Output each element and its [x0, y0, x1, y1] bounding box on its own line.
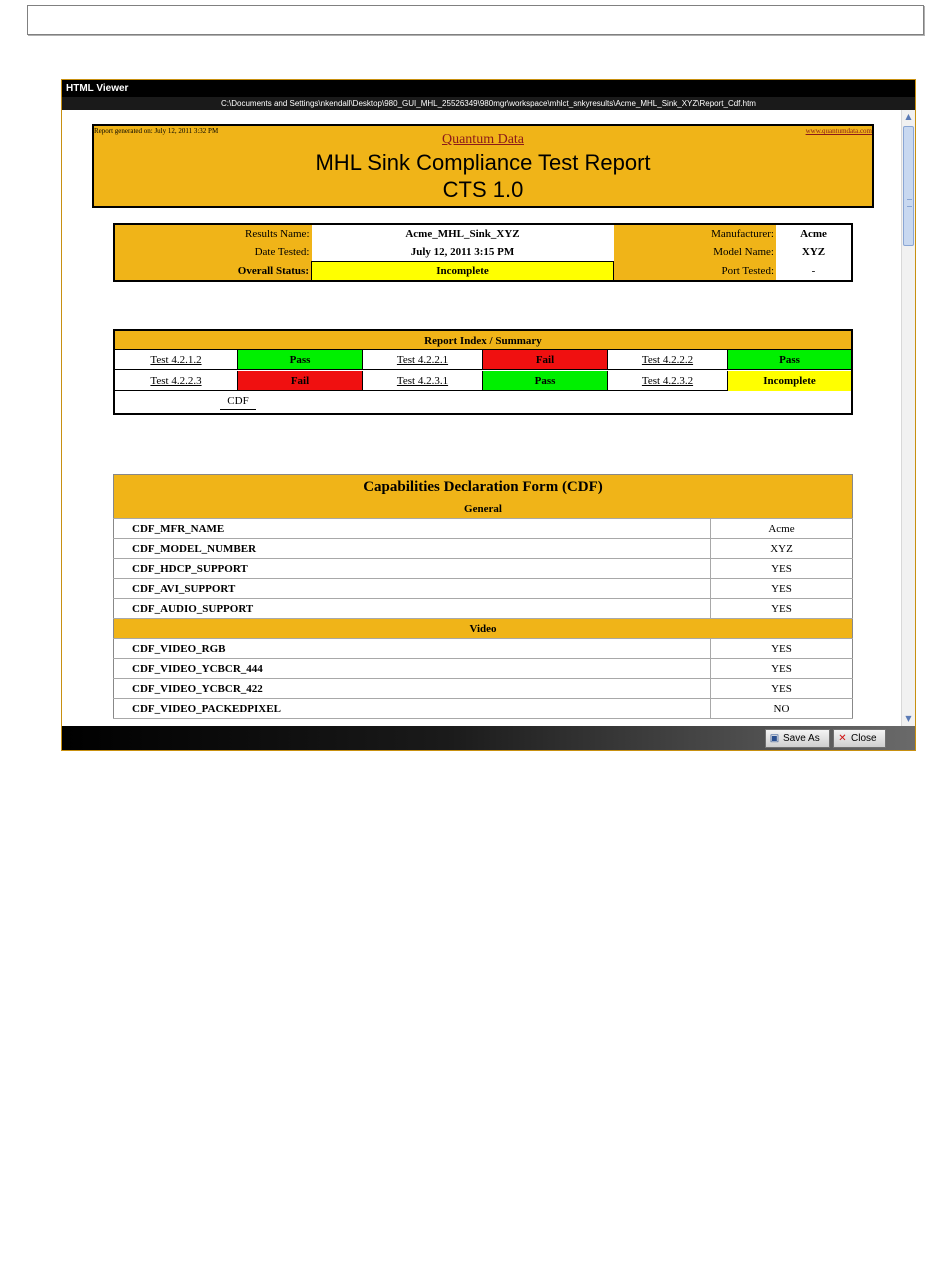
report-header [92, 124, 874, 208]
test-link[interactable]: Test 4.2.2.2 [608, 350, 728, 370]
report-content [63, 110, 901, 726]
results-name-value: Acme_MHL_Sink_XYZ [405, 228, 520, 240]
cdf-field-value: YES [711, 679, 853, 699]
cdf-field-name: CDF_VIDEO_YCBCR_444 [114, 659, 711, 679]
table-row [114, 639, 853, 659]
table-row [114, 679, 853, 699]
manufacturer-label: Manufacturer: [614, 224, 777, 243]
port-tested-label: Port Tested: [614, 262, 777, 282]
floppy-disk-icon: ▣ [769, 733, 780, 744]
report-title: MHL Sink Compliance Test Report [315, 150, 651, 175]
test-result-pass: Pass [728, 350, 851, 370]
brand-link[interactable]: Quantum Data [441, 132, 525, 147]
cdf-field-value: XYZ [711, 539, 853, 559]
scroll-down-icon[interactable]: ▼ [905, 714, 912, 723]
html-viewer-window [61, 79, 916, 751]
cdf-field-name: CDF_MODEL_NUMBER [114, 539, 711, 559]
table-row [114, 519, 853, 539]
test-link[interactable]: Test 4.2.2.3 [115, 371, 238, 391]
table-row [114, 539, 853, 559]
test-result-fail: Fail [238, 371, 363, 391]
test-result-pass: Pass [238, 350, 363, 370]
test-link[interactable]: Test 4.2.3.1 [363, 371, 483, 391]
close-button[interactable] [833, 729, 886, 748]
model-name-label: Model Name: [614, 243, 777, 262]
test-link[interactable]: Test 4.2.1.2 [115, 350, 238, 370]
table-row [114, 579, 853, 599]
cdf-field-name: CDF_VIDEO_RGB [114, 639, 711, 659]
scroll-up-icon[interactable]: ▲ [905, 112, 912, 121]
save-as-label: Save As [783, 733, 820, 744]
grip-icon [907, 199, 912, 207]
window-title: HTML Viewer [62, 80, 915, 97]
test-link[interactable]: Test 4.2.2.1 [363, 350, 483, 370]
cdf-field-name: CDF_HDCP_SUPPORT [114, 559, 711, 579]
cdf-field-value: YES [711, 559, 853, 579]
close-label: Close [851, 733, 877, 744]
table-row [114, 699, 853, 719]
results-name-label: Results Name: [114, 224, 312, 243]
results-info-table [113, 223, 853, 282]
close-icon: ✕ [838, 733, 847, 744]
table-row [114, 559, 853, 579]
summary-title: Report Index / Summary [115, 331, 851, 350]
date-tested-value: July 12, 2011 3:15 PM [410, 246, 515, 258]
manufacturer-value: Acme [800, 228, 827, 240]
cdf-field-value: YES [711, 639, 853, 659]
cdf-field-name: CDF_MFR_NAME [114, 519, 711, 539]
cdf-field-name: CDF_VIDEO_YCBCR_422 [114, 679, 711, 699]
section-video: Video [114, 619, 853, 639]
overall-status-value: Incomplete [312, 262, 614, 282]
scrollbar-thumb[interactable] [903, 126, 914, 246]
cdf-field-name: CDF_AUDIO_SUPPORT [114, 599, 711, 619]
vertical-scrollbar[interactable] [901, 110, 915, 726]
address-bar [27, 5, 924, 35]
cdf-field-value: YES [711, 659, 853, 679]
test-link[interactable]: Test 4.2.3.2 [608, 371, 728, 391]
overall-status-label: Overall Status: [114, 262, 312, 282]
report-subtitle: CTS 1.0 [442, 177, 524, 202]
table-row [114, 599, 853, 619]
report-index-summary [113, 329, 853, 415]
section-general: General [114, 499, 853, 519]
cdf-field-value: NO [711, 699, 853, 719]
generated-date: Report generated on: July 12, 2011 3:32 PM [94, 127, 219, 135]
file-path: C:\Documents and Settings\nkendall\Desktop\980_GUI_MHL_25526349\980mgr\workspace\mhlct_snkyresults\Acme_MHL_Sink_XYZ\Report_Cdf.htm [62, 97, 915, 110]
port-tested-value: - [811, 264, 816, 277]
cdf-field-value: Acme [711, 519, 853, 539]
date-tested-label: Date Tested: [114, 243, 312, 262]
test-result-incomplete: Incomplete [728, 371, 851, 391]
test-result-fail: Fail [483, 350, 608, 370]
cdf-link[interactable]: CDF [220, 392, 256, 410]
cdf-title: Capabilities Declaration Form (CDF) [114, 475, 853, 500]
model-name-value: XYZ [801, 246, 826, 259]
test-result-pass: Pass [483, 371, 608, 391]
website-link[interactable]: www.quantumdata.com [805, 127, 872, 135]
cdf-table [113, 474, 853, 719]
cdf-field-value: YES [711, 579, 853, 599]
viewer-button-bar [62, 726, 915, 750]
table-row [114, 659, 853, 679]
save-as-button[interactable] [765, 729, 830, 748]
cdf-field-name: CDF_AVI_SUPPORT [114, 579, 711, 599]
cdf-field-value: YES [711, 599, 853, 619]
cdf-field-name: CDF_VIDEO_PACKEDPIXEL [114, 699, 711, 719]
